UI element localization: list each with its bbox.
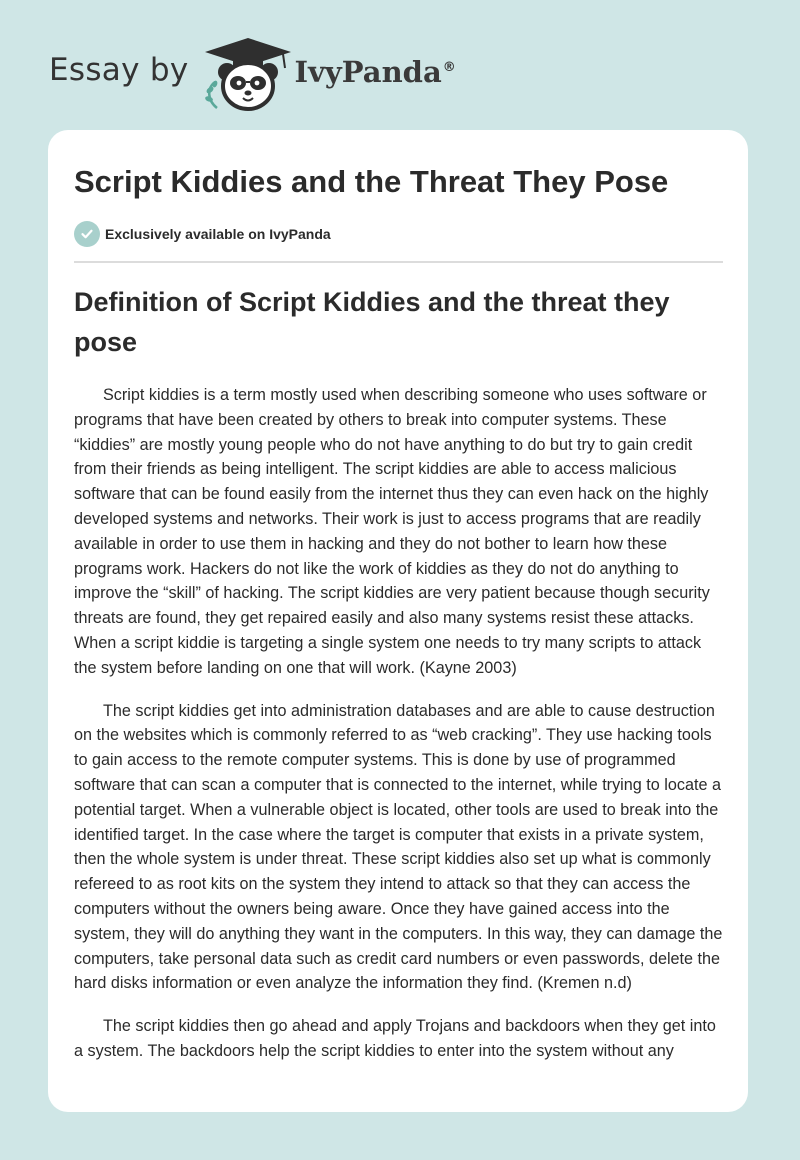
- panda-graduate-logo-icon: [203, 34, 293, 114]
- site-brand[interactable]: [49, 34, 456, 114]
- title-divider: [74, 261, 723, 263]
- section-heading: Definition of Script Kiddies and the threat they pose: [74, 287, 670, 357]
- paragraph: The script kiddies then go ahead and apply Trojans and backdoors when they get into a system. The backdoors help the script kiddies to enter into the system without any: [74, 1017, 716, 1060]
- exclusive-badge: [74, 221, 331, 247]
- brand-name-text: IvyPanda: [294, 55, 442, 89]
- registered-mark: ®: [442, 60, 456, 76]
- brand-name: [295, 55, 456, 89]
- essay-card: [48, 130, 748, 1112]
- check-icon: [74, 221, 100, 247]
- essay-body: [74, 383, 726, 1082]
- paragraph: Script kiddies is a term mostly used when describing someone who uses software or programs that have been created by others to break into computer systems. These “kiddies” are mostly young people who do not have anything to do but try to gain credit from their friends as being intelligent. The script kiddies are able to access malicious software that can be found easily from the internet thus they can even hack on the highly developed systems and networks. Their work is just to access programs that are readily available in order to use them in hacking and they do not bother to learn how these programs work. Hackers do not like the work of kiddies as they do not do anything to improve the “skill” of hacking. The script kiddies are very patient because though security threats are found, they get repaired easily and also many systems resist these attacks. When a script kiddie is targeting a single system one needs to try many scripts to attack the system before landing on one that will work. (Kayne 2003): [74, 386, 710, 677]
- brand-prefix: Essay by: [49, 52, 189, 88]
- essay-title: Script Kiddies and the Threat They Pose: [74, 164, 669, 199]
- exclusive-label: Exclusively available on IvyPanda: [105, 226, 331, 242]
- paragraph: The script kiddies get into administration databases and are able to cause destruction on the websites which is commonly referred to as “web cracking”. They use hacking tools to gain access to the remote computer systems. This is done by use of programmed software that can scan a computer that is connected to the internet, while trying to locate a potential target. When a vulnerable object is located, other tools are used to break into the identified target. In the case where the target is computer that exists in a private system, then the whole system is under threat. These script kiddies also set up what is commonly refereed to as root kits on the system they intend to attack so that they can access the computers without the owners being aware. Once they have gained access into the system, they will do anything they want in the computers. In this way, they can damage the computers, take personal data such as credit card numbers or even passwords, delete the hard disks information or even analyze the information they find. (Kremen n.d): [74, 701, 723, 993]
